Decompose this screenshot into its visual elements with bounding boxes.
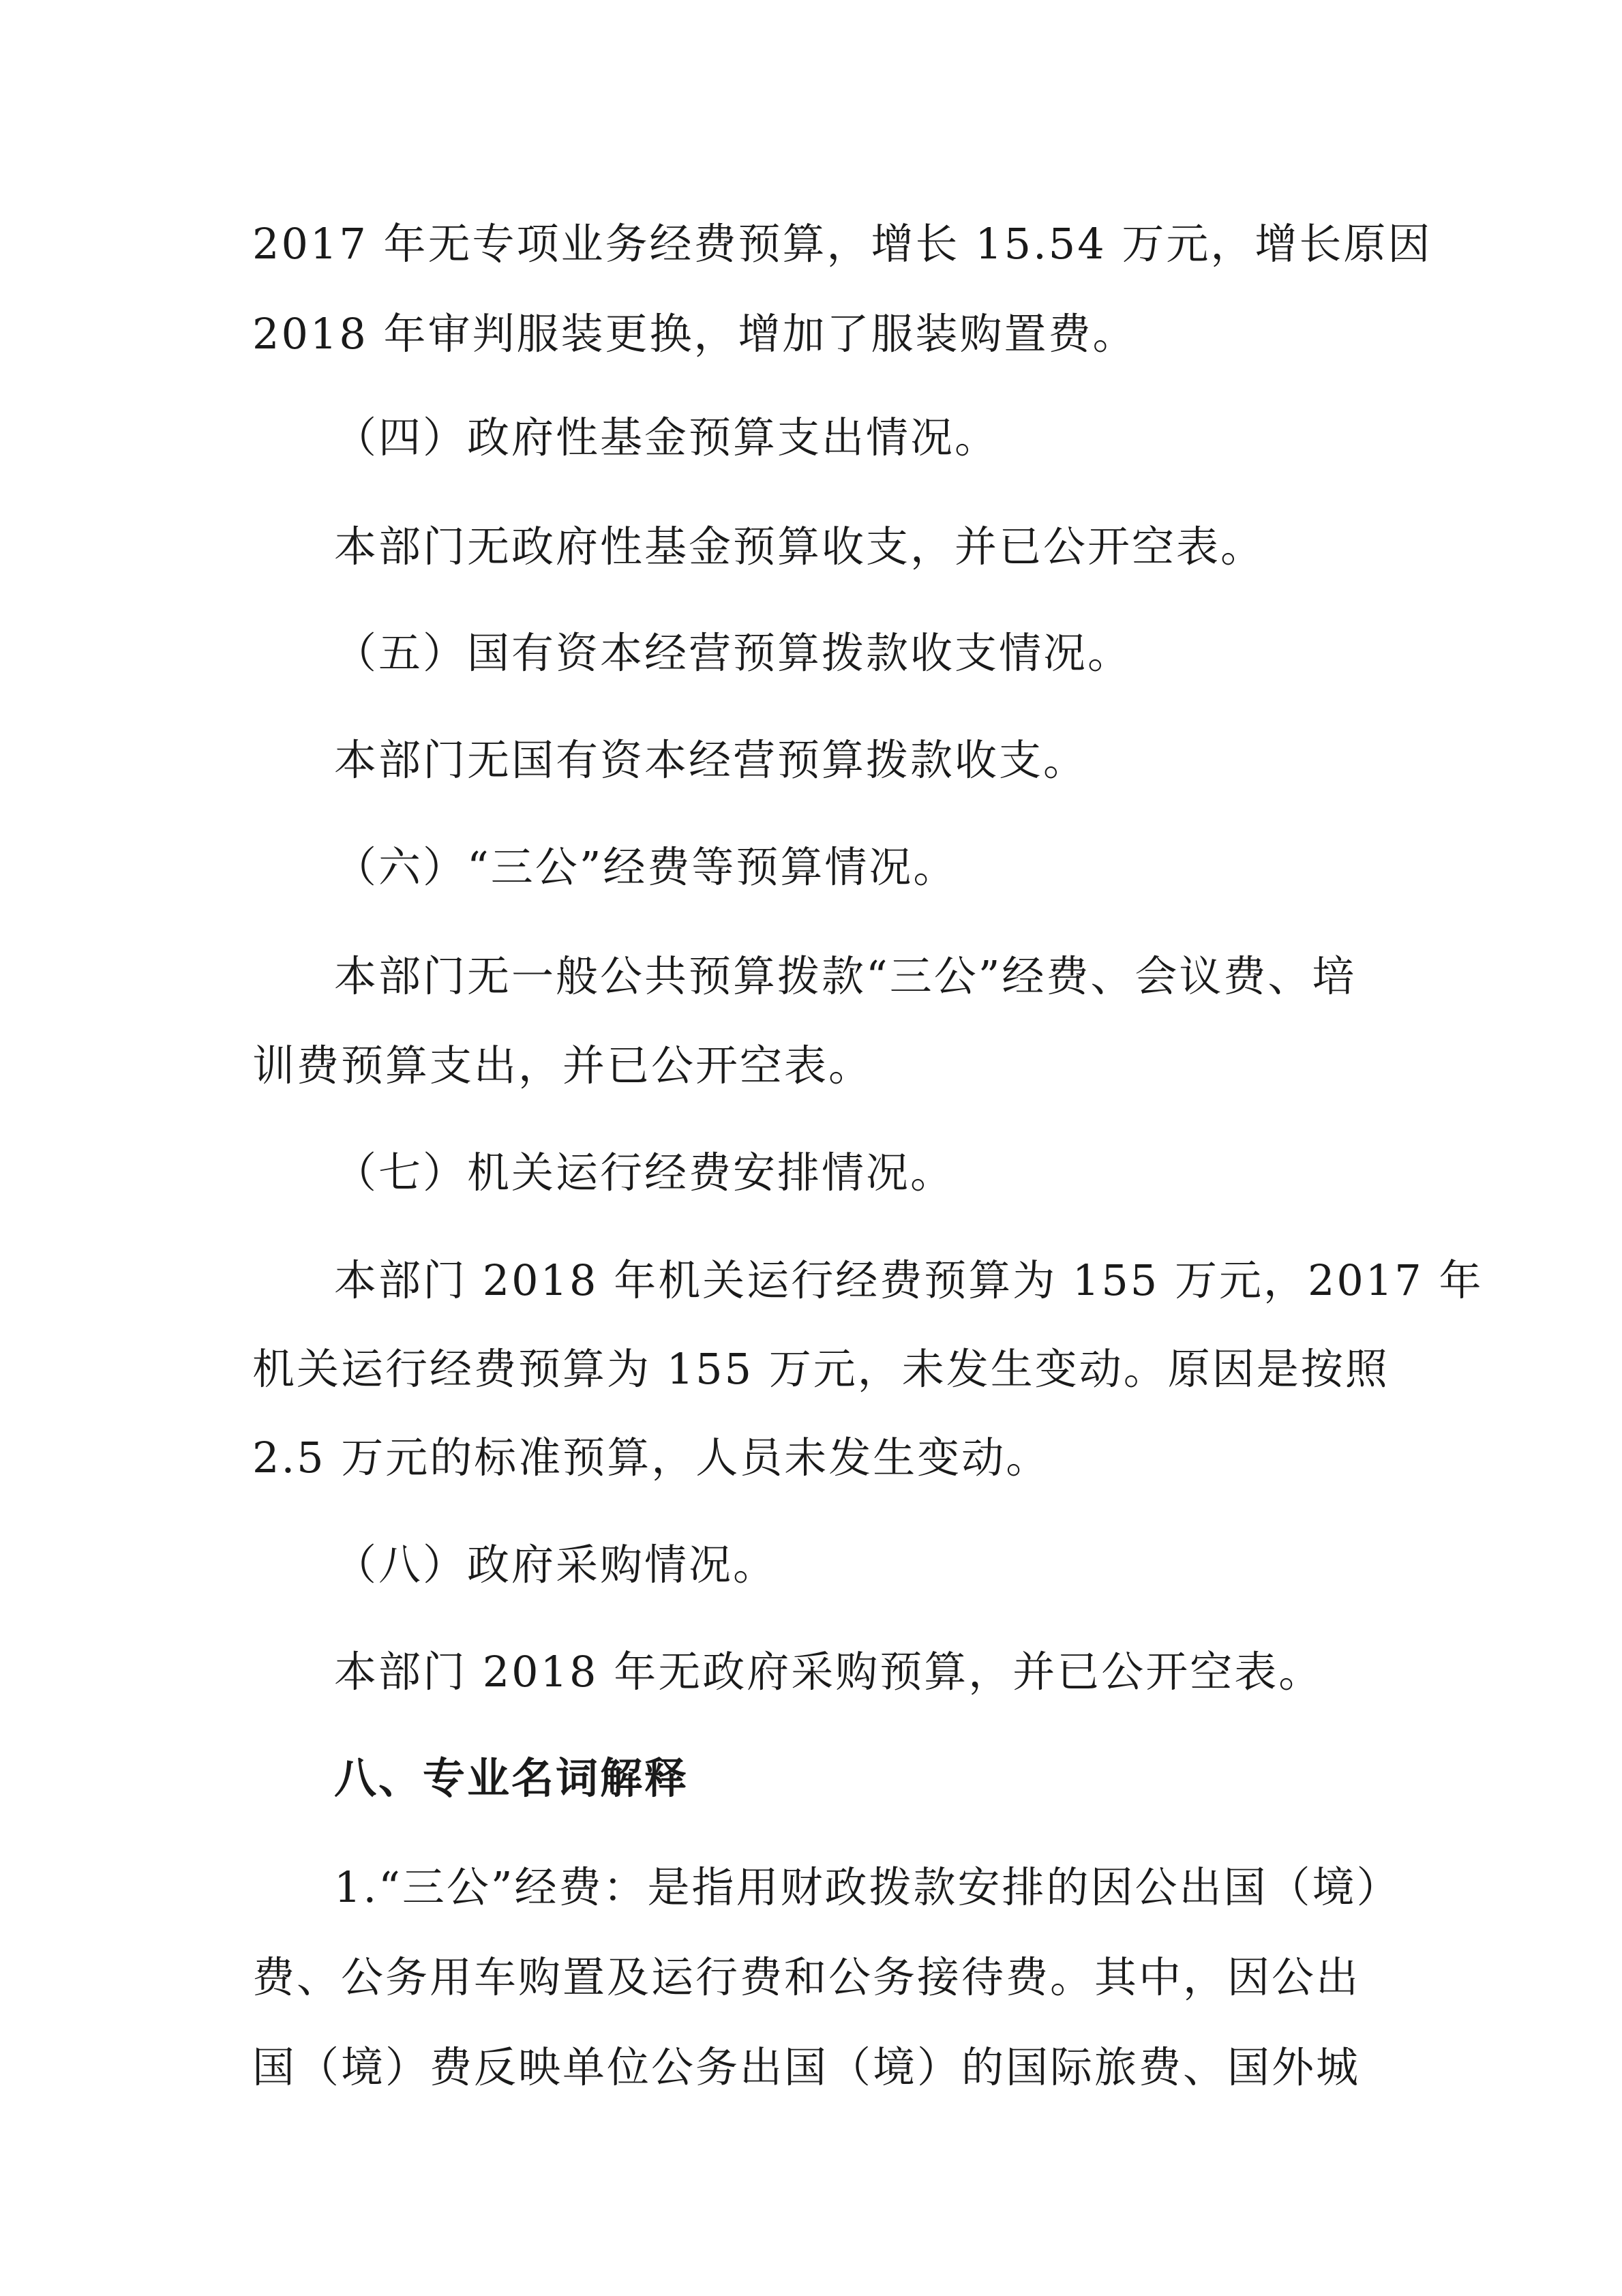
section-heading: （四）政府性基金预算支出情况。 xyxy=(334,413,1000,462)
text-line: 国（境）费反映单位公务出国（境）的国际旅费、国外城 xyxy=(252,2042,1361,2092)
text-line: 训费预算支出，并已公开空表。 xyxy=(252,1041,873,1090)
text-line: 2.5 万元的标准预算，人员未发生变动。 xyxy=(252,1433,1051,1482)
text-line: 2018 年审判服装更换，增加了服装购置费。 xyxy=(252,309,1137,359)
text-line: 2017 年无专项业务经费预算，增长 15.54 万元，增长原因 xyxy=(252,219,1432,269)
chapter-heading: 八、专业名词解释 xyxy=(334,1753,689,1803)
text-line: 本部门 2018 年机关运行经费预算为 155 万元，2017 年 xyxy=(334,1255,1484,1305)
text-line: 本部门无国有资本经营预算拨款收支。 xyxy=(334,735,1088,785)
text-line: 本部门 2018 年无政府采购预算，并已公开空表。 xyxy=(334,1647,1323,1697)
section-heading: （六）“三公”经费等预算情况。 xyxy=(334,842,958,892)
text-line: 机关运行经费预算为 155 万元，未发生变动。原因是按照 xyxy=(252,1344,1390,1394)
section-heading: （五）国有资本经营预算拨款收支情况。 xyxy=(334,628,1132,678)
text-line: 本部门无一般公共预算拨款“三公”经费、会议费、培 xyxy=(334,951,1357,1001)
section-heading: （八）政府采购情况。 xyxy=(334,1540,778,1590)
section-heading: （七）机关运行经费安排情况。 xyxy=(334,1148,955,1197)
text-line: 1.“三公”经费：是指用财政拨款安排的因公出国（境） xyxy=(334,1862,1401,1912)
text-line: 费、公务用车购置及运行费和公务接待费。其中，因公出 xyxy=(252,1952,1361,2002)
text-line: 本部门无政府性基金预算收支，并已公开空表。 xyxy=(334,522,1265,571)
